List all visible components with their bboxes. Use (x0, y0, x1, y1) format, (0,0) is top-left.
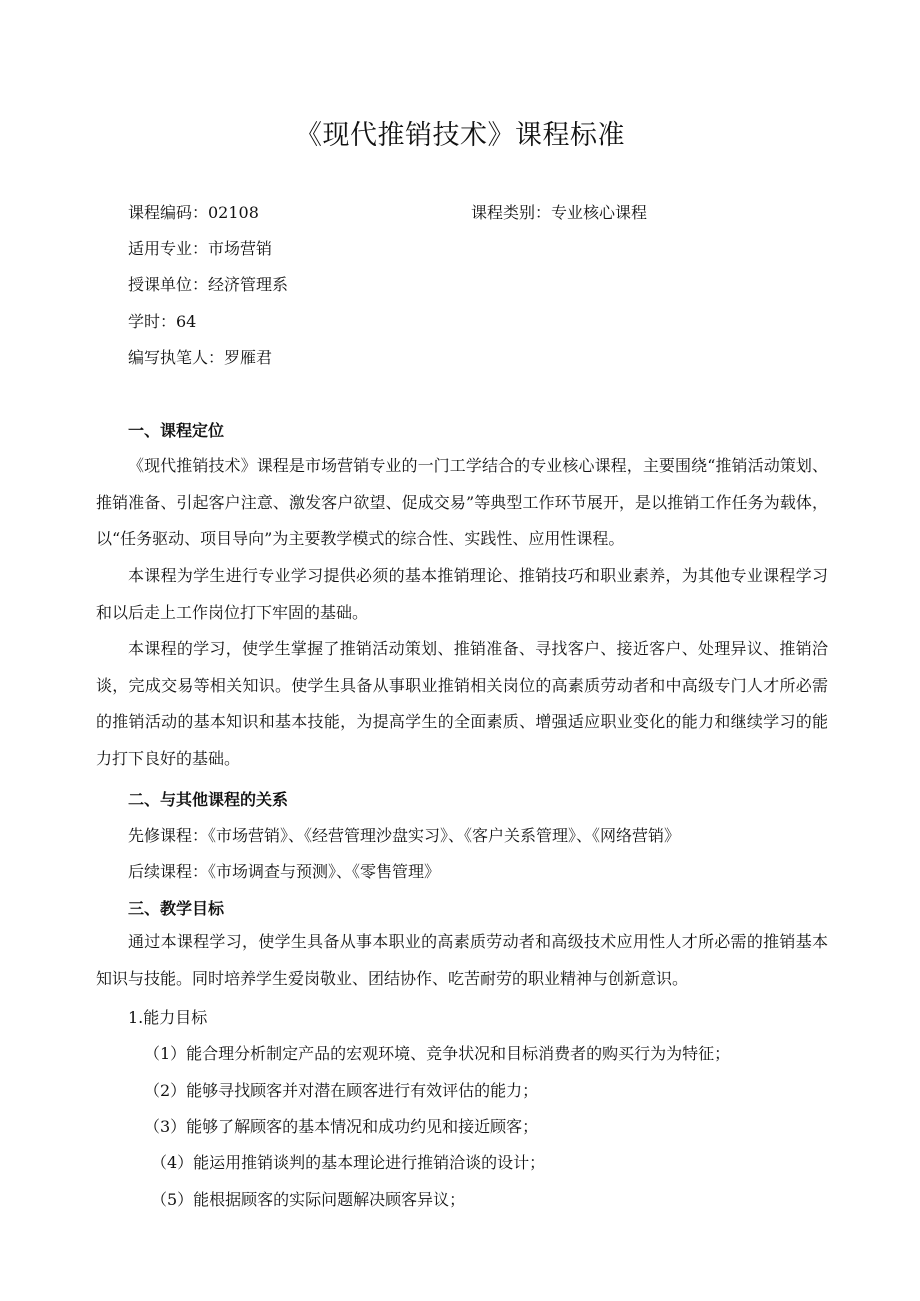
objective-item-4: （4）能运用推销谈判的基本理论进行推销洽谈的设计； (151, 1153, 546, 1172)
paragraph-objectives: 通过本课程学习，使学生具备从事本职业的高素质劳动者和高级技术应用性人才所必需的推销基本知识与技能。同时培养学生爱岗敬业、团结协作、吃苦耐劳的职业精神与创新意识。 (96, 932, 828, 988)
course-major: 适用专业：市场营销 (128, 239, 273, 258)
section-heading-objectives: 三、教学目标 (128, 899, 225, 918)
course-hours: 学时：64 (128, 312, 197, 331)
paragraph-positioning-2: 本课程为学生进行专业学习提供必须的基本推销理论、推销技巧和职业素养，为其他专业课程学习和以后走上工作岗位打下牢固的基础。 (96, 566, 828, 622)
course-author: 编写执笔人：罗雁君 (128, 348, 273, 367)
objective-item-2: （2）能够寻找顾客并对潜在顾客进行有效评估的能力； (144, 1081, 539, 1100)
document-title: 《现代推销技术》课程标准 (295, 120, 625, 151)
follow-up-courses: 后续课程：《市场调查与预测》、《零售管理》 (128, 862, 441, 881)
objective-item-5: （5）能根据顾客的实际问题解决顾客异议； (151, 1190, 466, 1209)
course-department: 授课单位：经济管理系 (128, 275, 289, 294)
paragraph-positioning-1: 《现代推销技术》课程是市场营销专业的一门工学结合的专业核心课程，主要围绕“推销活动策划、推销准备、引起客户注意、激发客户欲望、促成交易”等典型工作环节展开，是以推销工作任务为载体，以“任务驱动、项目导向”为主要教学模式的综合性、实践性、应用性课程。 (96, 456, 828, 548)
course-category: 课程类别：专业核心课程 (471, 203, 648, 222)
section-heading-relations: 二、与其他课程的关系 (128, 790, 289, 809)
prerequisite-courses: 先修课程：《市场营销》、《经营管理沙盘实习》、《客户关系管理》、《网络营销》 (128, 826, 681, 845)
subheading-ability-objectives: 1.能力目标 (128, 1008, 208, 1027)
objective-item-3: （3）能够了解顾客的基本情况和成功约见和接近顾客； (144, 1117, 539, 1136)
course-code: 课程编码：02108 (128, 203, 259, 222)
paragraph-positioning-3: 本课程的学习，使学生掌握了推销活动策划、推销准备、寻找客户、接近客户、处理异议、推销洽谈，完成交易等相关知识。使学生具备从事职业推销相关岗位的高素质劳动者和中高级专门人才所必需的推销活动的基本知识和基本技能，为提高学生的全面素质、增强适应职业变化的能力和继续学习的能力打下良好的基础。 (96, 639, 828, 768)
objective-item-1: （1）能合理分析制定产品的宏观环境、竞争状况和目标消费者的购买行为为特征； (144, 1044, 731, 1063)
section-heading-positioning: 一、课程定位 (128, 421, 225, 440)
